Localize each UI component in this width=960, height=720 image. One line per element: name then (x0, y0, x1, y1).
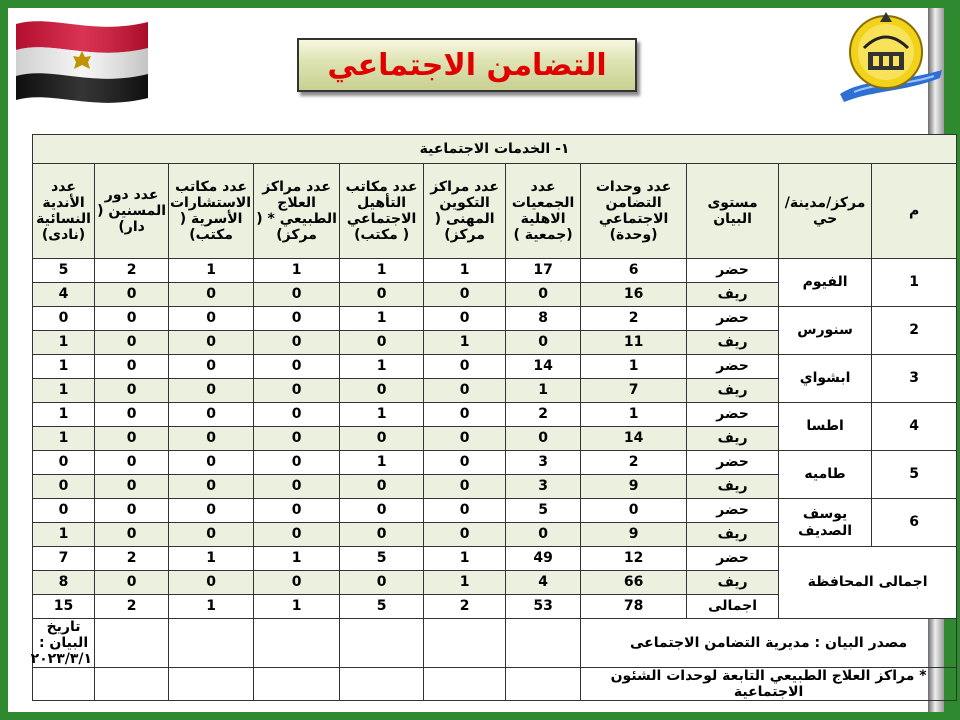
value-cell: 0 (340, 331, 424, 355)
center-name: الفيوم (779, 259, 872, 307)
empty-cell (169, 619, 254, 668)
center-name: يوسف الصديف (779, 499, 872, 547)
value-cell: 0 (424, 283, 506, 307)
empty-cell (340, 619, 424, 668)
value-cell: 0 (33, 475, 95, 499)
value-cell: 0 (95, 451, 169, 475)
center-name: طاميه (779, 451, 872, 499)
total-value-cell: 0 (95, 571, 169, 595)
total-value-cell: 78 (581, 595, 687, 619)
level-cell: ريف (687, 571, 779, 595)
title-banner (297, 38, 637, 92)
value-cell: 17 (506, 259, 581, 283)
empty-cell (33, 668, 95, 701)
level-cell: ريف (687, 475, 779, 499)
value-cell: 0 (424, 499, 506, 523)
value-cell: 3 (506, 475, 581, 499)
total-value-cell: 15 (33, 595, 95, 619)
total-value-cell: 2 (424, 595, 506, 619)
source-note: مصدر البيان : مديرية التضامن الاجتماعى (581, 619, 957, 668)
value-cell: 1 (424, 331, 506, 355)
row-number: 3 (872, 355, 957, 403)
total-value-cell: 12 (581, 547, 687, 571)
table-row (33, 619, 957, 668)
row-number: 2 (872, 307, 957, 355)
value-cell: 0 (340, 379, 424, 403)
center-name: ابشواي (779, 355, 872, 403)
center-name: سنورس (779, 307, 872, 355)
level-cell: حضر (687, 259, 779, 283)
empty-cell (254, 668, 340, 701)
value-cell: 0 (506, 523, 581, 547)
value-cell: 1 (33, 379, 95, 403)
empty-cell (95, 668, 169, 701)
table-row (33, 307, 957, 331)
value-cell: 0 (254, 451, 340, 475)
value-cell: 0 (254, 283, 340, 307)
value-cell: 1 (340, 259, 424, 283)
value-cell: 2 (506, 403, 581, 427)
value-cell: 0 (95, 523, 169, 547)
level-cell: ريف (687, 427, 779, 451)
value-cell: 1 (33, 523, 95, 547)
total-value-cell: 1 (424, 547, 506, 571)
total-value-cell: 5 (340, 547, 424, 571)
value-cell: 0 (340, 499, 424, 523)
value-cell: 0 (424, 475, 506, 499)
value-cell: 0 (95, 379, 169, 403)
total-value-cell: 1 (424, 571, 506, 595)
value-cell: 0 (95, 475, 169, 499)
value-cell: 0 (169, 307, 254, 331)
page-title: التضامن الاجتماعي (327, 47, 607, 83)
level-cell: اجمالى (687, 595, 779, 619)
value-cell: 0 (424, 523, 506, 547)
value-cell: 1 (33, 331, 95, 355)
header-rehab-offices: عدد مكاتب التأهيل الاجتماعي ( مكتب) (340, 164, 424, 259)
value-cell: 16 (581, 283, 687, 307)
value-cell: 0 (169, 355, 254, 379)
value-cell: 0 (169, 331, 254, 355)
value-cell: 0 (169, 523, 254, 547)
level-cell: ريف (687, 283, 779, 307)
value-cell: 0 (424, 427, 506, 451)
level-cell: حضر (687, 403, 779, 427)
value-cell: 2 (95, 259, 169, 283)
value-cell: 1 (581, 403, 687, 427)
value-cell: 0 (254, 403, 340, 427)
header-units: عدد وحدات التضامن الاجتماعي (وحدة) (581, 164, 687, 259)
row-number: 5 (872, 451, 957, 499)
level-cell: حضر (687, 451, 779, 475)
total-value-cell: 49 (506, 547, 581, 571)
table-row (33, 403, 957, 427)
value-cell: 7 (581, 379, 687, 403)
header-center: مركز/مدينة/ حي (779, 164, 872, 259)
value-cell: 0 (33, 451, 95, 475)
total-value-cell: 0 (169, 571, 254, 595)
header-m: م (872, 164, 957, 259)
total-value-cell: 1 (254, 547, 340, 571)
table-row (33, 499, 957, 523)
value-cell: 5 (33, 259, 95, 283)
center-name: اطسا (779, 403, 872, 451)
value-cell: 0 (169, 475, 254, 499)
empty-cell (169, 668, 254, 701)
header-womens-clubs: عدد الأندية النسائية (نادى) (33, 164, 95, 259)
table-row (33, 547, 957, 571)
value-cell: 4 (33, 283, 95, 307)
empty-cell (424, 619, 506, 668)
value-cell: 0 (424, 307, 506, 331)
level-cell: ريف (687, 331, 779, 355)
value-cell: 0 (340, 475, 424, 499)
level-cell: حضر (687, 307, 779, 331)
table-row (33, 451, 957, 475)
value-cell: 0 (424, 355, 506, 379)
empty-cell (424, 668, 506, 701)
value-cell: 6 (581, 259, 687, 283)
value-cell: 0 (340, 283, 424, 307)
value-cell: 1 (340, 307, 424, 331)
value-cell: 0 (95, 283, 169, 307)
value-cell: 0 (169, 427, 254, 451)
value-cell: 0 (254, 523, 340, 547)
level-cell: ريف (687, 523, 779, 547)
value-cell: 0 (340, 427, 424, 451)
header-level: مستوى البيان (687, 164, 779, 259)
value-cell: 1 (33, 403, 95, 427)
value-cell: 1 (506, 379, 581, 403)
value-cell: 0 (95, 499, 169, 523)
value-cell: 1 (340, 451, 424, 475)
value-cell: 0 (169, 403, 254, 427)
level-cell: حضر (687, 547, 779, 571)
total-value-cell: 53 (506, 595, 581, 619)
value-cell: 0 (254, 355, 340, 379)
total-value-cell: 0 (340, 571, 424, 595)
level-cell: حضر (687, 499, 779, 523)
value-cell: 0 (95, 307, 169, 331)
value-cell: 1 (33, 355, 95, 379)
empty-cell (506, 619, 581, 668)
value-cell: 0 (254, 427, 340, 451)
total-value-cell: 7 (33, 547, 95, 571)
value-cell: 0 (254, 307, 340, 331)
total-value-cell: 1 (254, 595, 340, 619)
value-cell: 0 (254, 379, 340, 403)
header-physio-centers: عدد مراكز العلاج الطبيعي * ( مركز) (254, 164, 340, 259)
value-cell: 0 (340, 523, 424, 547)
value-cell: 1 (340, 355, 424, 379)
value-cell: 0 (254, 499, 340, 523)
value-cell: 1 (254, 259, 340, 283)
total-value-cell: 1 (169, 547, 254, 571)
empty-cell (95, 619, 169, 668)
table-row (33, 668, 957, 701)
total-value-cell: 1 (169, 595, 254, 619)
value-cell: 5 (506, 499, 581, 523)
total-value-cell: 0 (254, 571, 340, 595)
row-number: 1 (872, 259, 957, 307)
date-note: تاريخ البيان : ٢٠٢٣/٣/١ (33, 619, 95, 668)
total-label: اجمالى المحافظة (779, 547, 957, 619)
value-cell: 0 (95, 427, 169, 451)
value-cell: 0 (506, 331, 581, 355)
total-value-cell: 4 (506, 571, 581, 595)
value-cell: 0 (506, 427, 581, 451)
total-value-cell: 2 (95, 547, 169, 571)
level-cell: حضر (687, 355, 779, 379)
value-cell: 1 (340, 403, 424, 427)
empty-cell (254, 619, 340, 668)
value-cell: 9 (581, 475, 687, 499)
row-number: 6 (872, 499, 957, 547)
value-cell: 1 (424, 259, 506, 283)
value-cell: 0 (169, 379, 254, 403)
value-cell: 0 (95, 355, 169, 379)
fayoum-governorate-emblem-icon (834, 8, 948, 104)
value-cell: 0 (424, 379, 506, 403)
value-cell: 3 (506, 451, 581, 475)
value-cell: 8 (506, 307, 581, 331)
egypt-flag-icon (12, 14, 152, 104)
value-cell: 11 (581, 331, 687, 355)
table-row (33, 355, 957, 379)
value-cell: 0 (506, 283, 581, 307)
total-value-cell: 66 (581, 571, 687, 595)
value-cell: 2 (581, 451, 687, 475)
value-cell: 0 (424, 451, 506, 475)
empty-cell (340, 668, 424, 701)
table-row (33, 259, 957, 283)
value-cell: 1 (33, 427, 95, 451)
value-cell: 0 (581, 499, 687, 523)
header-training-centers: عدد مراكز التكوين المهنى ( مركز) (424, 164, 506, 259)
value-cell: 14 (581, 427, 687, 451)
value-cell: 0 (424, 403, 506, 427)
footnote: * مراكز العلاج الطبيعي التابعة لوحدات الشئون الاجتماعية (581, 668, 957, 701)
total-value-cell: 2 (95, 595, 169, 619)
header-associations: عدد الجمعيات الاهلية (جمعية ) (506, 164, 581, 259)
empty-cell (506, 668, 581, 701)
section-title: ١- الخدمات الاجتماعية (33, 135, 957, 164)
header-elderly-homes: عدد دور المسنين ( دار) (95, 164, 169, 259)
level-cell: ريف (687, 379, 779, 403)
value-cell: 0 (254, 331, 340, 355)
total-value-cell: 5 (340, 595, 424, 619)
value-cell: 0 (169, 283, 254, 307)
value-cell: 1 (581, 355, 687, 379)
value-cell: 0 (95, 403, 169, 427)
value-cell: 0 (33, 499, 95, 523)
total-value-cell: 8 (33, 571, 95, 595)
value-cell: 14 (506, 355, 581, 379)
social-services-table (32, 134, 957, 701)
value-cell: 0 (95, 331, 169, 355)
value-cell: 0 (169, 499, 254, 523)
row-number: 4 (872, 403, 957, 451)
value-cell: 0 (33, 307, 95, 331)
value-cell: 0 (169, 451, 254, 475)
value-cell: 2 (581, 307, 687, 331)
header-consult-offices: عدد مكاتب الاستشارات الأسرية ( مكتب) (169, 164, 254, 259)
value-cell: 0 (254, 475, 340, 499)
value-cell: 1 (169, 259, 254, 283)
value-cell: 9 (581, 523, 687, 547)
